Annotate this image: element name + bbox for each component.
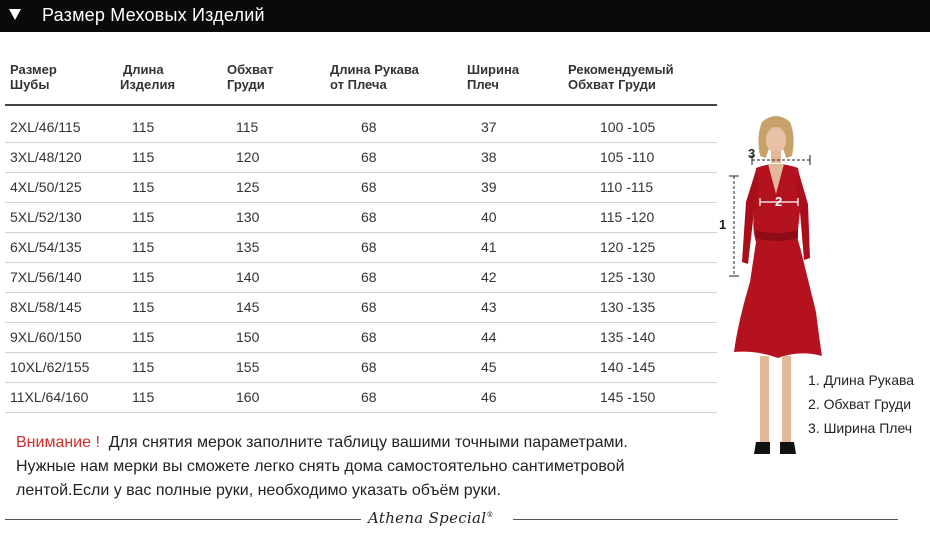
table-cell: 68 <box>361 299 377 315</box>
table-cell: 37 <box>481 119 497 135</box>
table-cell: 115 <box>132 329 155 345</box>
triangle-down-icon <box>9 9 21 20</box>
table-cell: 5XL/52/130 <box>10 209 82 225</box>
table-cell: 115 <box>132 269 155 285</box>
table-row <box>5 322 717 353</box>
table-cell: 115 <box>132 149 155 165</box>
table-cell: 68 <box>361 389 377 405</box>
page-title: Размер Меховых Изделий <box>42 5 265 25</box>
table-cell: 43 <box>481 299 497 315</box>
table-cell: 115 <box>132 119 155 135</box>
table-cell: 11XL/64/160 <box>10 389 89 405</box>
table-cell: 68 <box>361 239 377 255</box>
footer-divider-right <box>513 519 898 520</box>
table-cell: 44 <box>481 329 497 345</box>
table-cell: 39 <box>481 179 497 195</box>
column-header-length: Длина Изделия <box>120 62 176 92</box>
brand-logo: Athena Special® <box>368 509 494 527</box>
column-header-chest: Обхват Груди <box>227 62 274 92</box>
table-cell: 145 <box>236 299 260 315</box>
table-cell: 105 -110 <box>600 149 655 165</box>
table-cell: 100 -105 <box>600 119 656 135</box>
note-line-2: Нужные нам мерки вы сможете легко снять дома самостоятельно сантиметровой <box>16 458 625 475</box>
table-cell: 160 <box>236 389 260 405</box>
table-cell: 140 -145 <box>600 359 656 375</box>
table-cell: 9XL/60/150 <box>10 329 82 345</box>
table-cell: 41 <box>481 239 497 255</box>
table-cell: 68 <box>361 119 377 135</box>
table-cell: 130 -135 <box>600 299 656 315</box>
note-line-3: лентой.Если у вас полные руки, необходимо указать объём руки. <box>16 482 501 499</box>
table-row <box>5 262 717 293</box>
table-cell: 125 -130 <box>600 269 656 285</box>
table-cell: 135 -140 <box>600 329 656 345</box>
table-cell: 68 <box>361 179 377 195</box>
header-bar <box>0 0 930 32</box>
column-header-sleeve: Длина Рукава от Плеча <box>330 62 419 92</box>
table-cell: 115 <box>132 179 155 195</box>
table-cell: 150 <box>236 329 260 345</box>
legend-item-shoulder: 3. Ширина Плеч <box>808 420 913 436</box>
table-cell: 125 <box>236 179 260 195</box>
table-cell: 45 <box>481 359 497 375</box>
table-cell: 4XL/50/125 <box>10 179 82 195</box>
table-row <box>5 172 717 203</box>
table-cell: 140 <box>236 269 260 285</box>
legend-item-chest: 2. Обхват Груди <box>808 396 912 412</box>
table-cell: 6XL/54/135 <box>10 239 82 255</box>
legend-item-sleeve: 1. Длина Рукава <box>808 372 915 388</box>
table-row <box>5 352 717 383</box>
table-cell: 115 <box>132 299 155 315</box>
table-cell: 46 <box>481 389 497 405</box>
footer-divider-left <box>5 519 361 520</box>
table-cell: 120 <box>236 149 260 165</box>
table-row <box>5 232 717 263</box>
measurement-note <box>16 431 706 503</box>
table-cell: 68 <box>361 209 377 225</box>
table-cell: 115 <box>132 389 155 405</box>
table-cell: 68 <box>361 269 377 285</box>
table-cell: 42 <box>481 269 497 285</box>
table-cell: 135 <box>236 239 260 255</box>
table-cell: 68 <box>361 329 377 345</box>
table-cell: 115 <box>132 239 155 255</box>
table-cell: 8XL/58/145 <box>10 299 82 315</box>
table-cell: 40 <box>481 209 497 225</box>
table-cell: 120 -125 <box>600 239 656 255</box>
table-row <box>5 112 717 143</box>
table-cell: 7XL/56/140 <box>10 269 82 285</box>
table-cell: 115 <box>236 119 259 135</box>
table-cell: 2XL/46/115 <box>10 119 81 135</box>
table-cell: 110 -115 <box>600 179 654 195</box>
column-header-size: Размер Шубы <box>10 62 57 92</box>
table-cell: 115 <box>132 359 155 375</box>
table-cell: 68 <box>361 149 377 165</box>
table-cell: 155 <box>236 359 260 375</box>
warning-label: Внимание ! <box>16 434 100 451</box>
table-cell: 115 <box>132 209 155 225</box>
table-row <box>5 382 717 413</box>
table-cell: 130 <box>236 209 260 225</box>
header-divider <box>5 104 717 106</box>
table-cell: 38 <box>481 149 497 165</box>
table-cell: 10XL/62/155 <box>10 359 90 375</box>
column-header-recommended: Рекомендуемый Обхват Груди <box>568 62 674 92</box>
table-cell: 3XL/48/120 <box>10 149 82 165</box>
column-header-shoulder: Ширина Плеч <box>467 62 520 92</box>
note-line-1: Для снятия мерок заполните таблицу вашими точными параметрами. <box>108 434 628 451</box>
table-cell: 145 -150 <box>600 389 656 405</box>
table-row <box>5 292 717 323</box>
dimension-label-3: 3 <box>748 146 756 161</box>
table-row <box>5 142 717 173</box>
table-cell: 68 <box>361 359 377 375</box>
table-row <box>5 202 717 233</box>
table-cell: 115 -120 <box>600 209 655 225</box>
dimension-label-2: 2 <box>775 194 783 209</box>
dimension-label-1: 1 <box>719 217 727 232</box>
